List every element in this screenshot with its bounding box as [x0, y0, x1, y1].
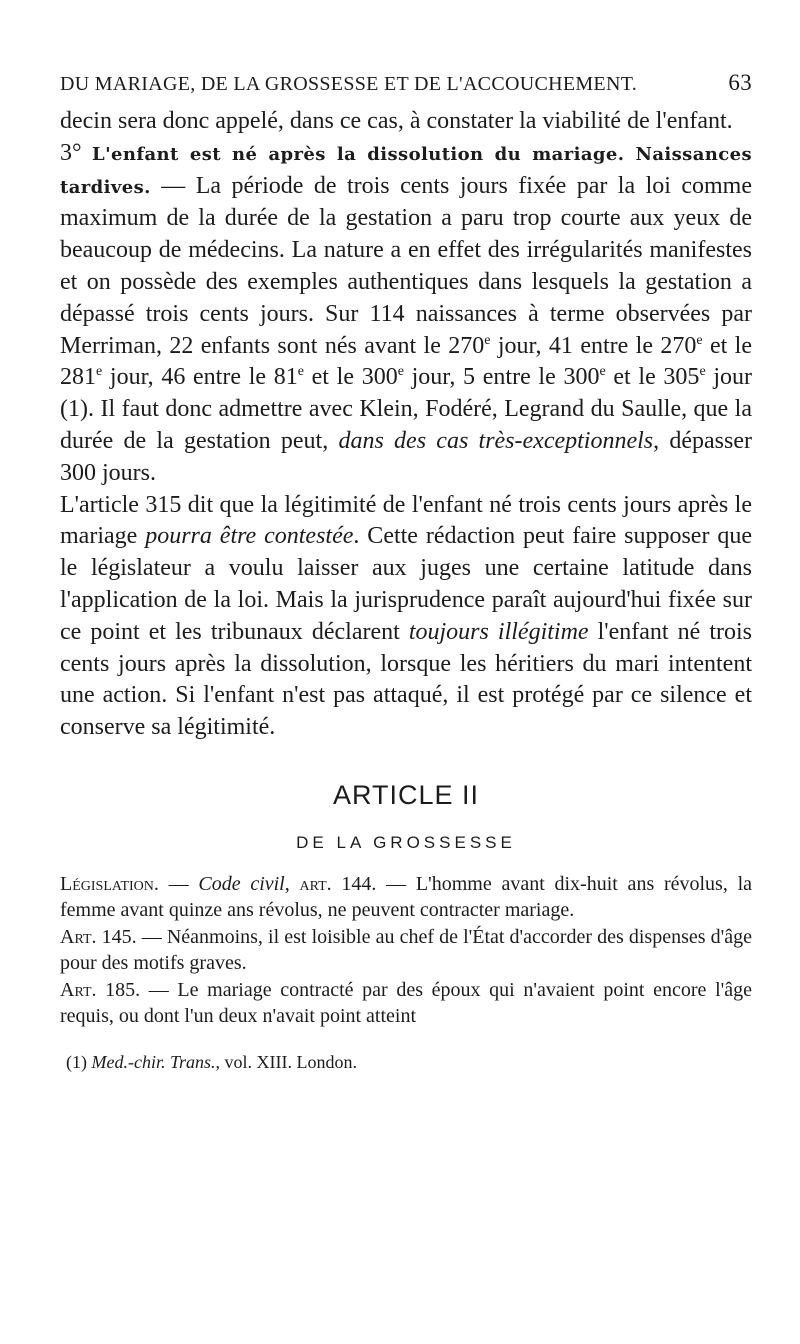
section-text: jour (1). Il faut donc admettre avec Klein, Fodéré, Legrand du Saulle, que la durée de la gestation peut,	[60, 364, 753, 454]
paragraph-text: L'article 315 dit que la légitimité de l'enfant né trois cents jours après le mariage	[60, 491, 752, 550]
main-text	[60, 106, 752, 744]
section-text: jour, 46 entre le 81	[102, 364, 298, 391]
italic-phrase: pourra être contestée	[145, 523, 354, 550]
legislation-block	[60, 871, 752, 1030]
superscript: e	[696, 332, 703, 348]
footnote	[66, 1052, 752, 1073]
running-title: DU MARIAGE, DE LA GROSSESSE ET DE L'ACCOUCHEMENT.	[60, 73, 638, 95]
page-number: 63	[728, 70, 752, 95]
footnote-text: , vol. XIII. London.	[215, 1051, 357, 1072]
section-3-paragraph	[60, 138, 752, 490]
paragraph-text: l'enfant né trois cents jours après la dissolution, lorsque les héritiers du mari intentent une action. Si l'enfant n'est pas attaqué, il est protégé par ce silence et conserve sa légitimité.	[60, 618, 752, 741]
article-subheading: DE LA GROSSESSE	[296, 832, 516, 852]
footnote-journal: Med.-chir. Trans.	[91, 1051, 216, 1072]
section-number: 3°	[60, 139, 82, 166]
legislation-paragraph-2	[60, 924, 752, 977]
article-ref: Art. 185.	[60, 978, 141, 1001]
superscript: e	[397, 364, 404, 380]
section-text: — La période de trois cents jours fixée par la loi comme maximum de la durée de la gestation a paru trop courte aux yeux de beaucoup de médecins. La nature a en effet des irrégularités manifestes et on possède des exemples authentiques dans lesquels la gestation a dépassé trois cents jours. Sur 114 naissances à terme observées par Merriman, 22 enfants sont nés avant le 270	[60, 172, 752, 359]
paragraph-viability: decin sera donc appelé, dans ce cas, à constater la viabilité de l'enfant.	[60, 108, 733, 134]
superscript: e	[484, 332, 491, 348]
article-ref: , art. 144.	[284, 872, 377, 895]
book-page	[60, 70, 752, 1073]
running-head	[60, 70, 752, 106]
paragraph-article-315	[60, 490, 752, 744]
section-text: et le 300	[303, 364, 398, 391]
legislation-label: Législation.	[60, 872, 159, 895]
superscript: e	[699, 364, 706, 380]
section-runin-heading: L'enfant est né après la dissolution du mariage. Naissances tardives.	[60, 143, 753, 198]
section-text: et le 305	[605, 364, 700, 391]
legislation-paragraph-3	[60, 977, 752, 1030]
legislation-text: — Le mariage contracté par des époux qui n'avaient point encore l'âge requis, ou dont l'un deux n'avait point atteint	[60, 978, 752, 1028]
superscript: e	[599, 364, 606, 380]
legislation-paragraph-1	[60, 871, 752, 924]
paragraph-text: . Cette rédaction peut faire supposer que le législateur a voulu laisser aux juges une certaine latitude dans l'application de la loi. Mais la jurisprudence paraît aujourd'hui fixée sur ce point et les tribunaux déclarent	[60, 523, 753, 645]
code-title: Code civil	[198, 872, 285, 895]
legislation-text: — L'homme avant dix-huit ans révolus, la femme avant quinze ans révolus, ne peuvent contracter mariage.	[60, 872, 753, 922]
dash: —	[158, 872, 199, 895]
italic-phrase: toujours illégitime	[408, 618, 589, 645]
italic-phrase: dans des cas très-exceptionnels	[338, 427, 654, 454]
section-text: et le 281	[60, 332, 753, 391]
section-text: jour, 41 entre le 270	[490, 332, 697, 359]
superscript: e	[96, 364, 103, 380]
article-ref: Art. 145.	[60, 925, 137, 948]
article-heading: ARTICLE II	[332, 779, 480, 810]
footnote-marker: (1)	[66, 1051, 92, 1072]
superscript: e	[297, 364, 304, 380]
legislation-text: — Néanmoins, il est loisible au chef de l'État d'accorder des dispenses d'âge pour des motifs graves.	[60, 925, 752, 975]
section-text: , dépasser 300 jours.	[60, 427, 752, 486]
section-text: jour, 5 entre le 300	[403, 364, 600, 391]
